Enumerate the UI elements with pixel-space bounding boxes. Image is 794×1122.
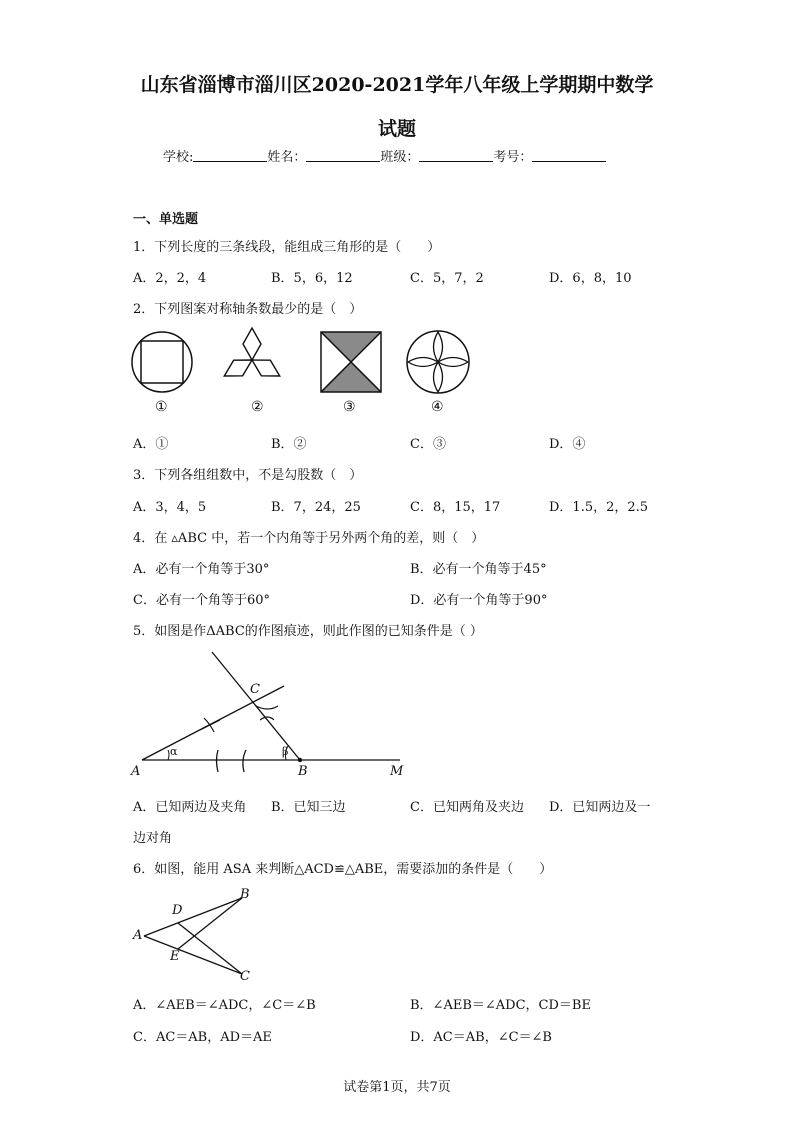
title-line-2: 试题 (377, 118, 416, 140)
q5-option-d[interactable]: D．已知两边及一 (549, 800, 651, 815)
q5-label-c: C (250, 682, 260, 697)
name-blank[interactable] (306, 149, 380, 162)
q2-fig-label-3: ③ (343, 399, 356, 415)
figure-1-circle-square (132, 332, 192, 392)
q2-fig-label-2: ② (251, 399, 264, 415)
q1-option-d[interactable]: D．6，8，10 (549, 271, 632, 286)
q6-label-e: E (170, 949, 180, 964)
q3-option-c[interactable]: C．8，15，17 (410, 500, 501, 515)
q6-option-c[interactable]: C．AC＝AB，AD＝AE (133, 1030, 272, 1045)
q5-construction-figure (128, 648, 418, 780)
q4-stem: 4．在 ▵ABC 中，若一个内角等于另外两个角的差，则（ ） (133, 531, 485, 546)
name-label: 姓名： (267, 150, 307, 165)
number-label: 考号： (493, 150, 533, 165)
q6-option-b[interactable]: B．∠AEB＝∠ADC，CD＝BE (410, 998, 591, 1013)
figure-2-three-rhombi (220, 328, 284, 384)
q5-stem: 5．如图是作ΔABC的作图痕迹，则此作图的已知条件是（ ） (133, 624, 483, 639)
student-info (163, 146, 606, 165)
school-blank[interactable] (193, 149, 267, 162)
q2-figures (128, 326, 478, 398)
q5-label-b: B (298, 764, 308, 779)
q3-stem: 3．下列各组组数中，不是勾股数（ ） (133, 468, 363, 483)
page-footer: 试卷第1页，共7页 (343, 1080, 451, 1095)
q5-option-a[interactable]: A．已知两边及夹角 (133, 800, 247, 815)
q1-option-c[interactable]: C．5，7，2 (410, 271, 484, 286)
q4-option-a[interactable]: A．必有一个角等于30° (133, 562, 270, 577)
number-blank[interactable] (532, 149, 606, 162)
q2-option-d[interactable]: D．④ (549, 437, 586, 452)
q2-stem: 2．下列图案对称轴条数最少的是（ ） (133, 302, 363, 317)
q6-label-c: C (240, 969, 250, 984)
q5-label-a: A (131, 764, 141, 779)
q5-option-d-wrap: 边对角 (133, 831, 173, 846)
q1-option-a[interactable]: A．2，2，4 (133, 271, 207, 286)
class-label: 班级： (380, 150, 420, 165)
q5-option-c[interactable]: C．已知两角及夹边 (410, 800, 524, 815)
q4-option-d[interactable]: D．必有一个角等于90° (410, 593, 548, 608)
q5-label-alpha: α (170, 745, 178, 758)
q4-option-c[interactable]: C．必有一个角等于60° (133, 593, 270, 608)
q6-label-d: D (172, 903, 183, 918)
q5-label-m: M (390, 764, 404, 779)
q6-label-a: A (133, 928, 143, 943)
q2-option-b[interactable]: B．② (271, 437, 307, 452)
q2-option-a[interactable]: A．① (133, 437, 169, 452)
q3-option-a[interactable]: A．3，4，5 (133, 500, 207, 515)
q4-option-b[interactable]: B．必有一个角等于45° (410, 562, 547, 577)
title-line-1: 山东省淄博市淄川区2020-2021学年八年级上学期期中数学 (140, 74, 654, 96)
q5-label-beta: β (282, 745, 289, 758)
q5-option-b[interactable]: B．已知三边 (271, 800, 346, 815)
q6-option-a[interactable]: A．∠AEB＝∠ADC，∠C＝∠B (133, 998, 316, 1013)
class-blank[interactable] (419, 149, 493, 162)
q3-option-b[interactable]: B．7，24，25 (271, 500, 361, 515)
q1-option-b[interactable]: B．5，6，12 (271, 271, 353, 286)
q6-label-b: B (240, 887, 250, 902)
q2-option-c[interactable]: C．③ (410, 437, 446, 452)
q2-fig-label-1: ① (155, 399, 168, 415)
q3-option-d[interactable]: D．1.5，2，2.5 (549, 500, 649, 515)
q6-stem: 6．如图，能用 ASA 来判断△ACD≌△ABE，需要添加的条件是（ ） (133, 862, 553, 877)
q2-fig-label-4: ④ (431, 399, 444, 415)
figure-4-circle-petals (407, 331, 469, 393)
school-label: 学校: (163, 150, 194, 165)
q1-stem: 1．下列长度的三条线段，能组成三角形的是（ ） (133, 240, 441, 255)
section-single-choice: 一、单选题 (133, 212, 199, 227)
figure-3-shaded-square (321, 332, 381, 392)
q6-option-d[interactable]: D．AC＝AB，∠C＝∠B (410, 1030, 552, 1045)
